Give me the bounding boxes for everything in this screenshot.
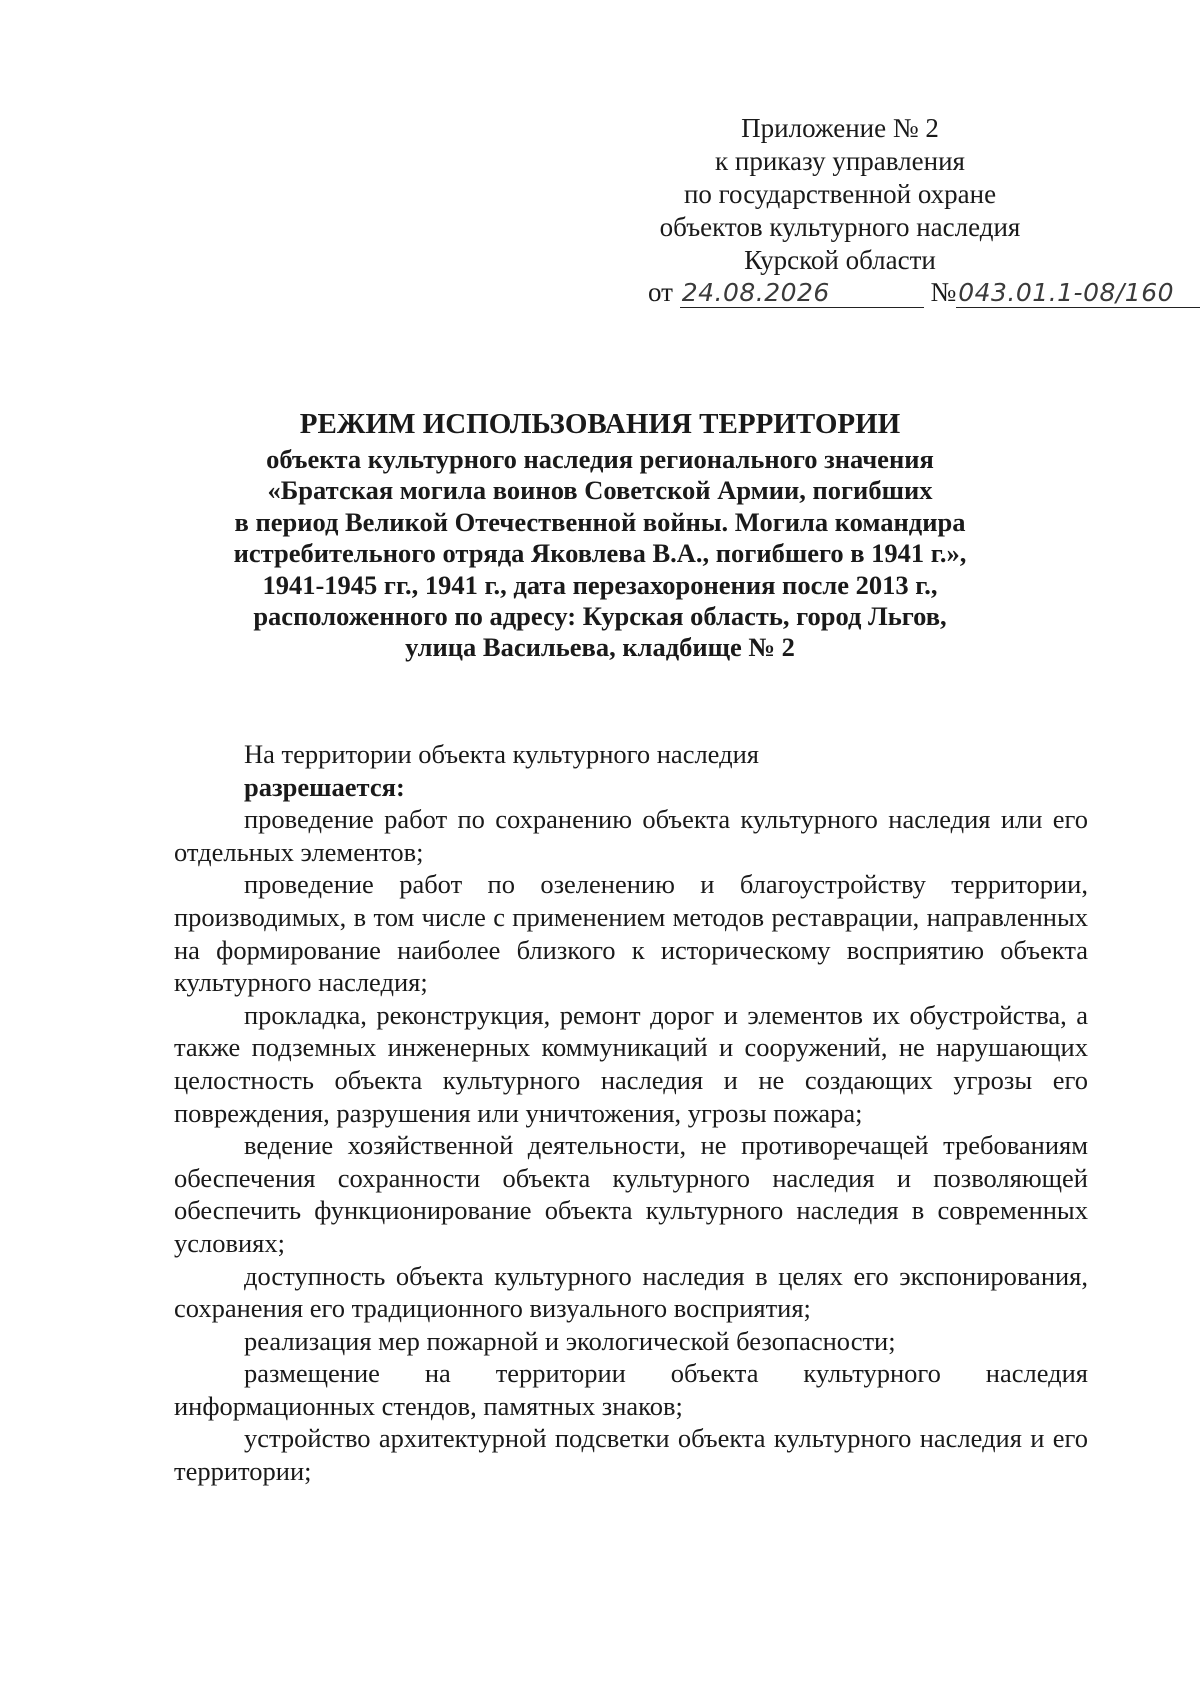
- appendix-header: [620, 112, 1060, 277]
- appendix-line: по государственной охране: [683, 179, 997, 209]
- handwritten-order-number: 043.01.1-08/160: [956, 278, 1200, 308]
- appendix-line: к приказу управления: [715, 146, 965, 176]
- title-line: объекта культурного наследия регионального значения: [266, 444, 934, 474]
- list-item: проведение работ по сохранению объекта культурного наследия или его отдельных элементов;: [174, 804, 1088, 867]
- appendix-line: Приложение № 2: [741, 113, 939, 143]
- handwritten-date: 24.08.2026: [680, 278, 924, 308]
- document-body: [174, 738, 1088, 1488]
- list-item: ведение хозяйственной деятельности, не противоречащей требованиям обеспечения сохранности объекта культурного наследия и позволяющей обеспечить функционирование объекта культурного наследия в современных условиях;: [174, 1130, 1088, 1258]
- title-line: 1941-1945 гг., 1941 г., дата перезахоронения после 2013 г.,: [262, 569, 938, 600]
- title-line: улица Васильева, кладбище № 2: [405, 632, 795, 663]
- title-line: расположенного по адресу: Курская область, город Льгов,: [253, 601, 947, 632]
- date-prefix: от: [648, 277, 673, 307]
- list-item: устройство архитектурной подсветки объекта культурного наследия и его территории;: [174, 1423, 1088, 1487]
- list-item: проведение работ по озеленению и благоустройству территории, производимых, в том числе с применением методов реставрации, направленных на формирование наиболее близкого к историческому восприятию объекта культурного наследия;: [174, 869, 1088, 998]
- document-title: [130, 407, 1070, 664]
- number-prefix: №: [930, 277, 957, 307]
- order-date-number: [648, 277, 1188, 308]
- body-intro: На территории объекта культурного наследия: [244, 739, 759, 769]
- appendix-line: объектов культурного наследия: [659, 212, 1021, 242]
- title-line: истребительного отряда Яковлева В.А., погибшего в 1941 г.»,: [233, 538, 967, 569]
- list-item: прокладка, реконструкция, ремонт дорог и элементов их обустройства, а также подземных инженерных коммуникаций и сооружений, не нарушающих целостность объекта культурного наследия и не создающих угрозы его повреждения, разрушения или уничтожения, угрозы пожара;: [174, 999, 1088, 1128]
- allowed-label: разрешается:: [244, 771, 405, 802]
- title-main: РЕЖИМ ИСПОЛЬЗОВАНИЯ ТЕРРИТОРИИ: [299, 408, 901, 440]
- title-line: «Братская могила воинов Советской Армии, погибших: [267, 475, 933, 506]
- list-item: доступность объекта культурного наследия в целях его экспонирования, сохранения его традиционного визуального восприятия;: [174, 1260, 1088, 1324]
- title-line: в период Великой Отечественной войны. Могила командира: [234, 506, 966, 537]
- list-item: реализация мер пожарной и экологической безопасности;: [244, 1325, 896, 1356]
- list-item: размещение на территории объекта культурного наследия информационных стендов, памятных знаков;: [174, 1358, 1088, 1421]
- appendix-line: Курской области: [744, 245, 936, 275]
